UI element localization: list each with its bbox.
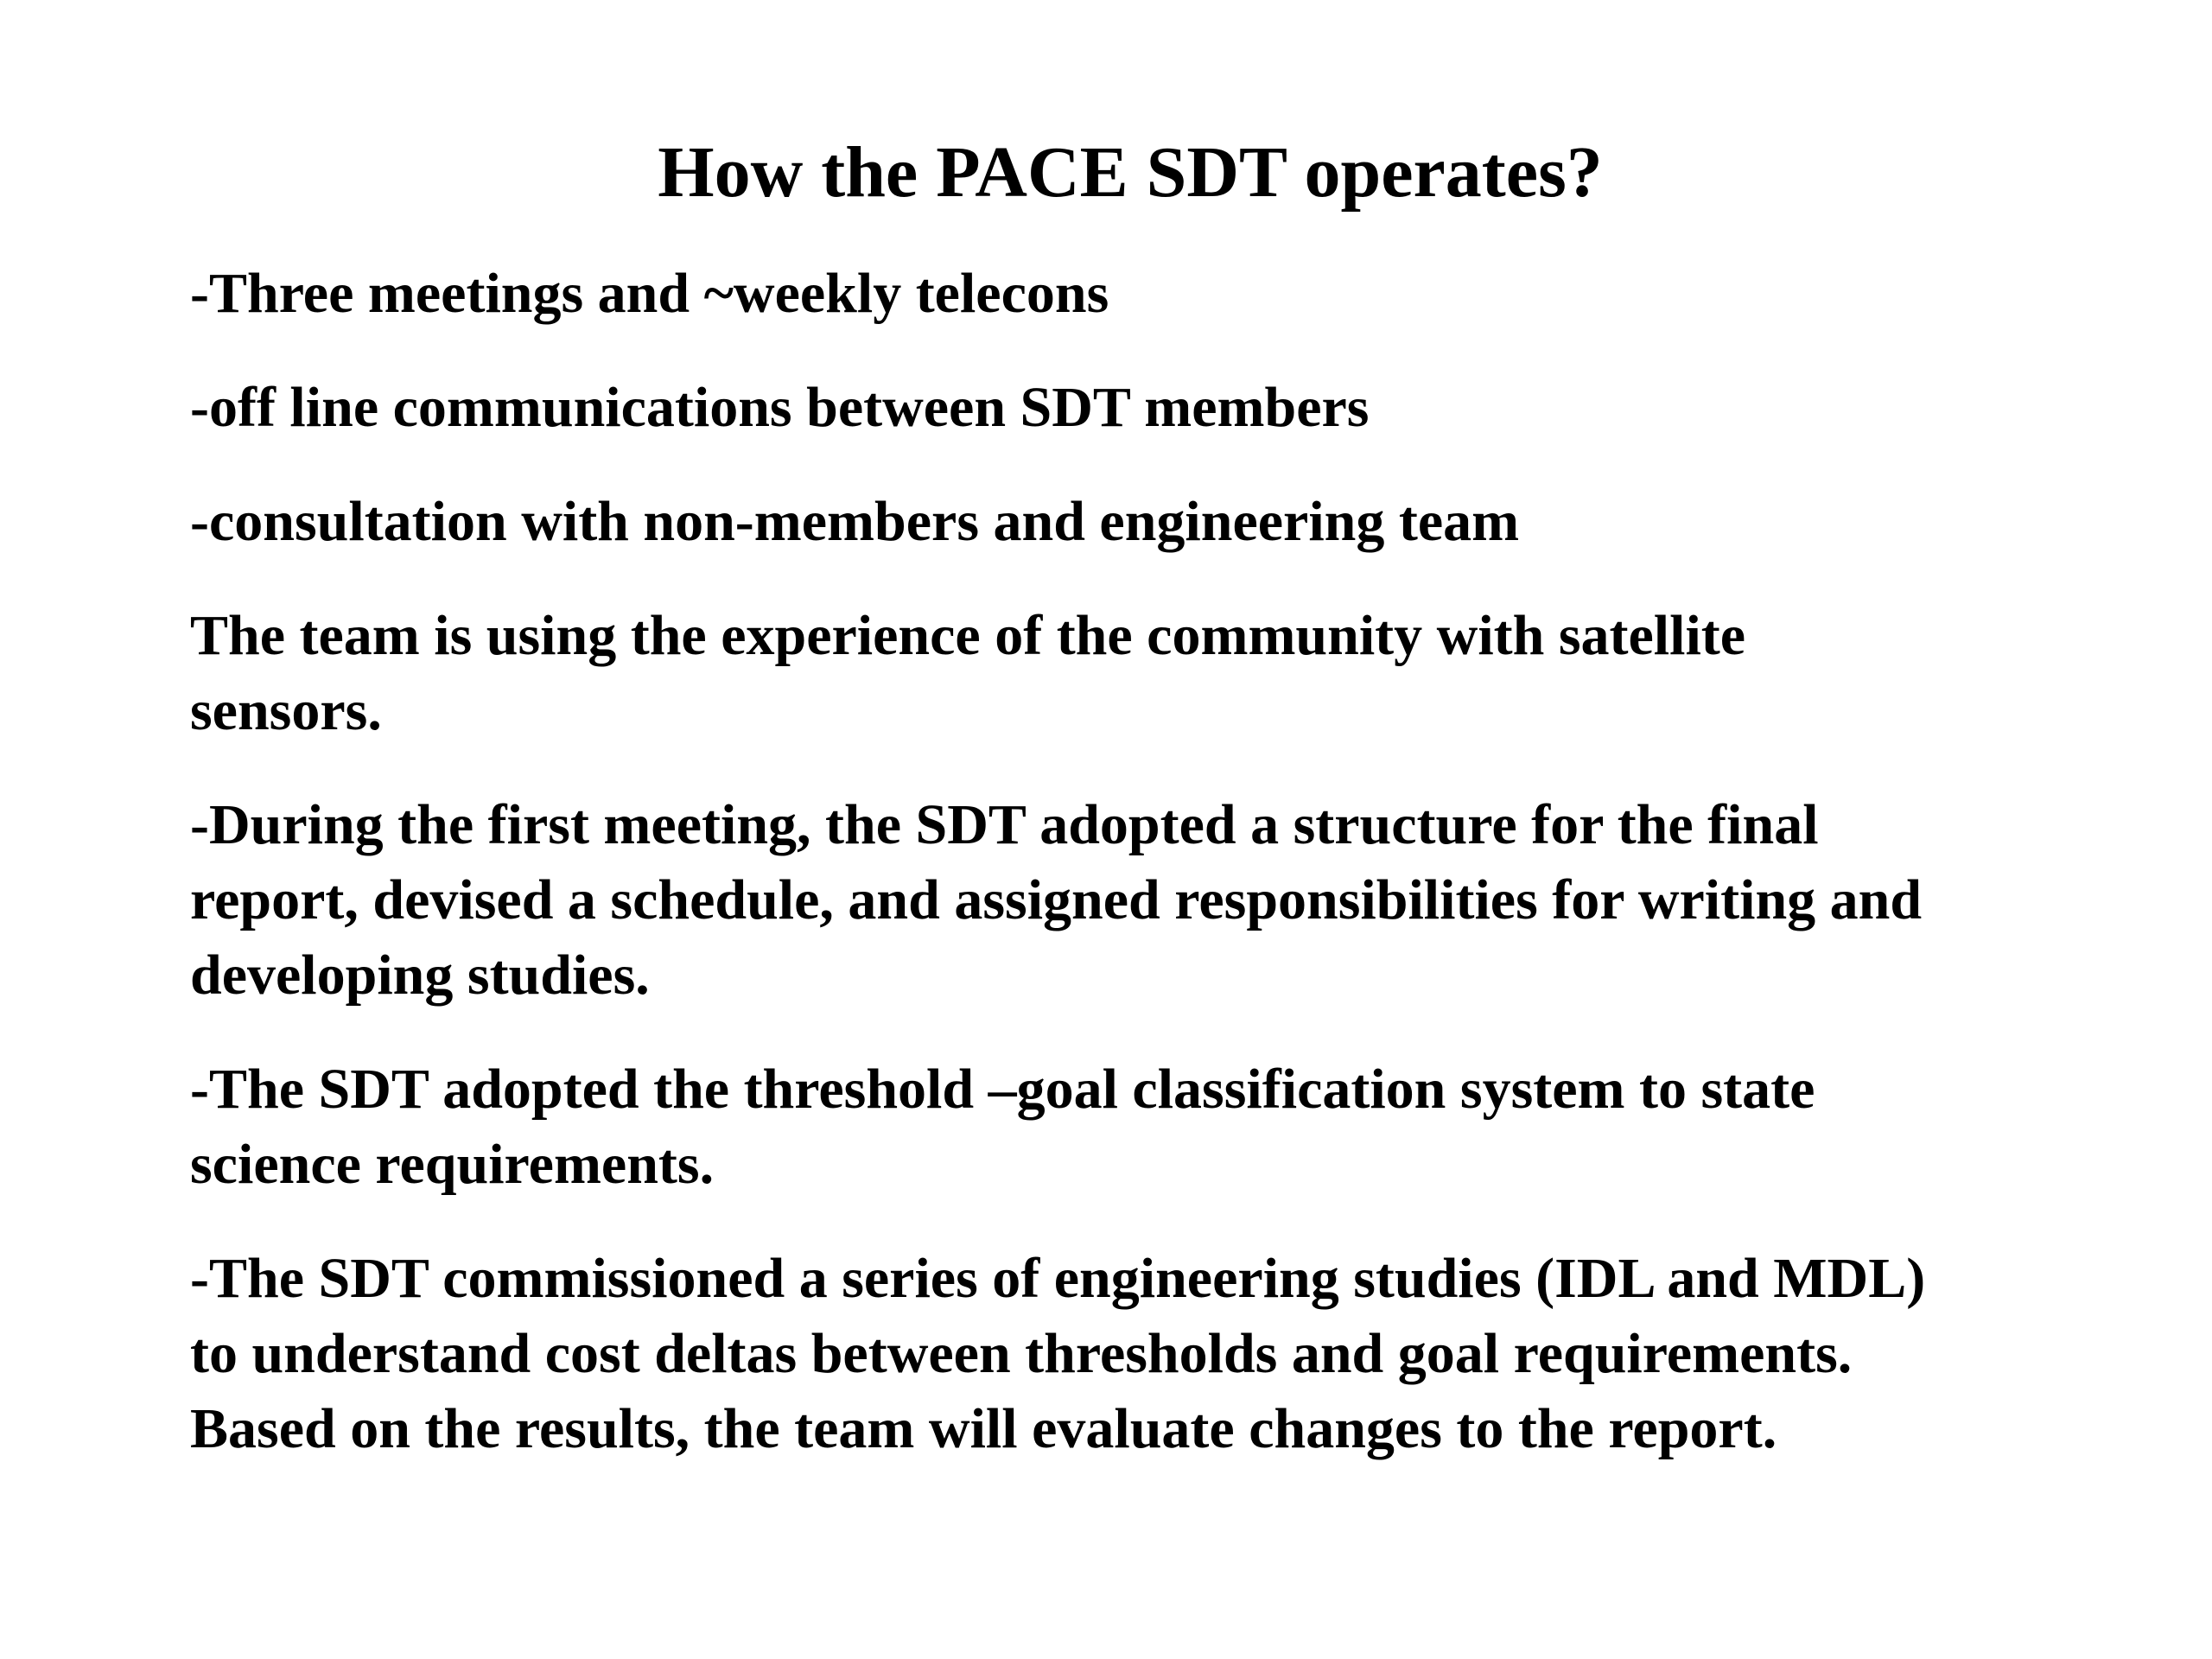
paragraph-line: sensors. [190,679,382,742]
paragraph-line: report, devised a schedule, and assigned responsibilities for writing and [190,868,1923,931]
paragraph-line: -off line communications between SDT members [190,376,1370,439]
paragraph-consultation [190,484,2177,559]
paragraph-line: Based on the results, the team will evaluate changes to the report. [190,1397,1777,1460]
paragraph-engineering-studies [190,1241,2177,1466]
paragraph-line: The team is using the experience of the community with satellite [190,604,1746,667]
paragraph-classification-system [190,1052,2177,1202]
paragraph-line: -consultation with non-members and engineering team [190,490,1520,553]
paragraph-line: -During the first meeting, the SDT adopted a structure for the final [190,793,1819,856]
paragraph-line: -Three meetings and ~weekly telecons [190,262,1109,325]
paragraph-line: science requirements. [190,1133,715,1196]
paragraph-meetings [190,256,2177,331]
slide-body [190,256,2177,1466]
paragraph-first-meeting [190,787,2177,1013]
paragraph-line: to understand cost deltas between thresholds and goal requirements. [190,1322,1853,1385]
paragraph-line: -The SDT adopted the threshold –goal classification system to state [190,1058,1815,1121]
paragraph-offline-communications [190,370,2177,445]
paragraph-line: developing studies. [190,944,650,1007]
paragraph-community-experience [190,598,2177,748]
paragraph-line: -The SDT commissioned a series of engineering studies (IDL and MDL) [190,1247,1926,1310]
slide-title: How the PACE SDT operates? [658,132,1603,213]
